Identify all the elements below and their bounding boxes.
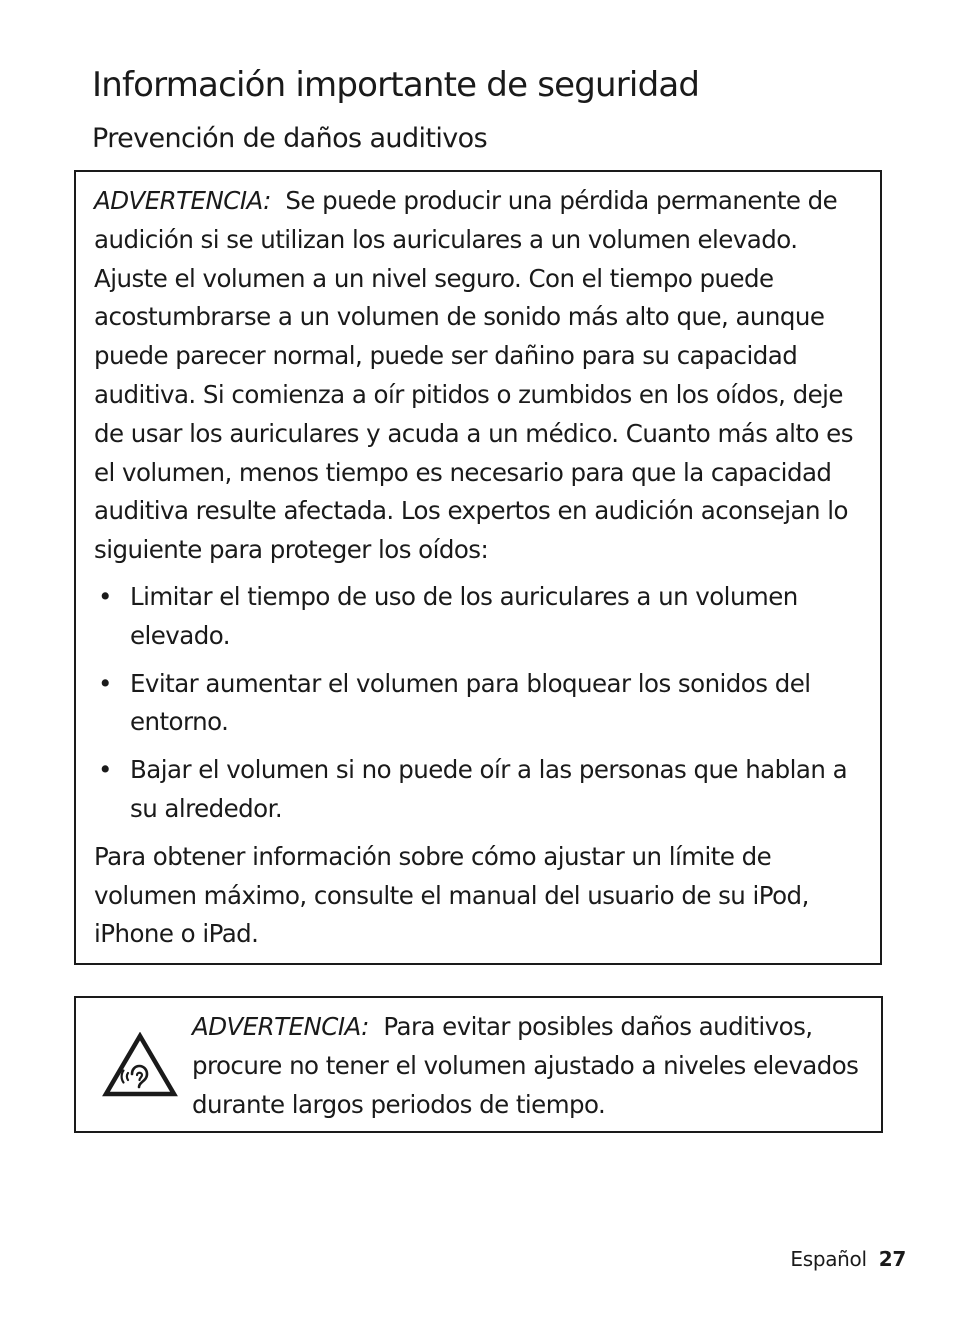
page-number: 27 [878,1247,906,1271]
list-item [94,665,862,743]
page-title: Información importante de seguridad [92,65,700,105]
bullet-icon: • [98,581,112,611]
volume-warning-paragraph [192,1008,872,1124]
section-title: Prevención de daños auditivos [92,123,488,154]
page-footer [790,1247,906,1271]
warning-label: ADVERTENCIA: [192,1012,369,1041]
list-item-text: Bajar el volumen si no puede oír a las personas que hablan a su alrededor. [130,755,848,823]
protection-tips-list [94,578,862,829]
bullet-icon: • [98,668,112,698]
list-item-text: Limitar el tiempo de uso de los auriculares a un volumen elevado. [130,581,798,650]
hearing-damage-warning-box [74,170,882,965]
warning-intro-paragraph [94,182,862,570]
footer-language: Español [790,1247,867,1271]
list-item [94,578,862,656]
list-item-text: Evitar aumentar el volumen para bloquear los sonidos del entorno. [130,668,811,737]
hearing-warning-icon [102,1032,178,1098]
volume-warning-text: Para evitar posibles daños auditivos, procure no tener el volumen ajustado a niveles elevados durante largos periodos de tiempo. [192,1012,859,1119]
list-item [94,751,862,829]
volume-limit-paragraph: Para obtener información sobre cómo ajustar un límite de volumen máximo, consulte el manual del usuario de su iPod, iPhone o iPad. [94,841,809,949]
volume-warning-box [74,996,883,1133]
warning-label: ADVERTENCIA: [94,186,271,215]
warning-intro-text: Se puede producir una pérdida permanente de audición si se utilizan los auriculares a un volumen elevado. Ajuste el volumen a un nivel seguro. Con el tiempo puede acostumbrarse a un volumen de sonido más alto que, aunque puede parecer normal, puede ser dañino para su capacidad auditiva. Si comienza a oír pitidos o zumbidos en los oídos, deje de usar los auriculares y acuda a un médico. Cuanto más alto es el volumen, menos tiempo es necesario para que la capacidad auditiva resulte afectada. Los expertos en audición aconsejan lo siguiente para proteger los oídos: [94,186,853,565]
bullet-icon: • [98,755,112,785]
